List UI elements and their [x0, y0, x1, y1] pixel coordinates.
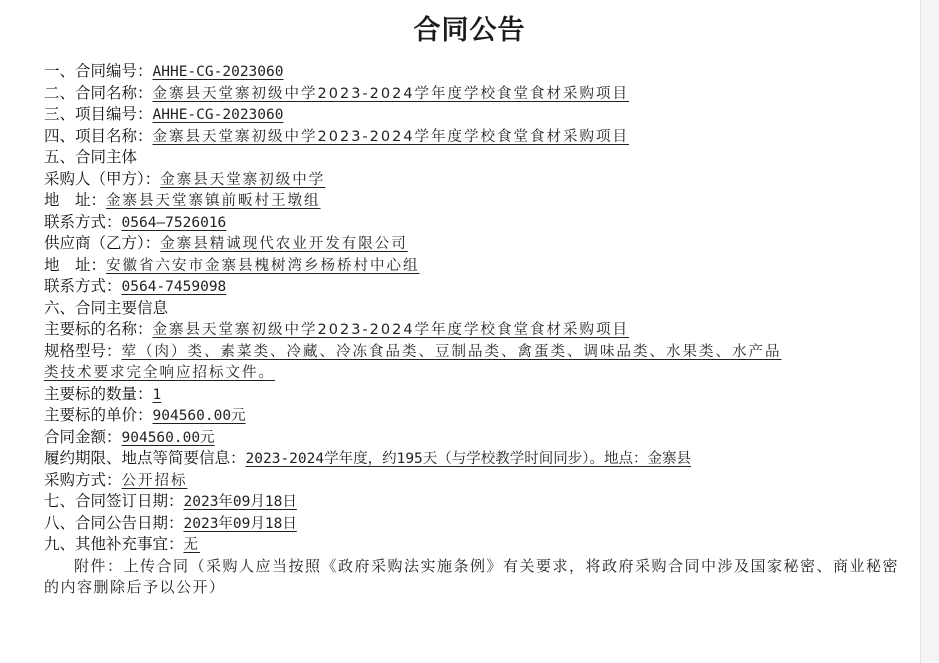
supplier-contact-label: 联系方式：: [44, 277, 122, 295]
buyer-contact-value: 0564—7526016: [121, 214, 227, 231]
period-label: 履约期限、地点等简要信息：: [44, 449, 246, 467]
contract-name-value: 金寨县天堂寨初级中学2023-2024学年度学校食堂食材采购项目: [152, 85, 630, 102]
attachment-note: 附件：上传合同（采购人应当按照《政府采购法实施条例》有关要求，将政府采购合同中涉及国家秘密、商业秘密的内容删除后予以公开）: [44, 556, 900, 596]
project-no-row: [44, 104, 900, 126]
supplier-value: 金寨县精诚现代农业开发有限公司: [160, 236, 408, 252]
buyer-label: 采购人（甲方）：: [44, 169, 161, 188]
sign-date-label: 七、合同签订日期：: [44, 492, 184, 510]
spec-label: 规格型号：: [44, 341, 122, 360]
project-name-row: [44, 126, 900, 148]
page-title: 合同公告: [413, 15, 526, 46]
notice-date-value: 2023年09月18日: [183, 515, 297, 532]
supplier-row: [44, 233, 900, 255]
quantity-value: 1: [152, 386, 162, 403]
spec-row: [44, 341, 900, 363]
amount-row: [44, 427, 900, 449]
amount-label: 合同金额：: [44, 427, 122, 446]
contract-name-row: [44, 83, 900, 105]
supplier-address-row: [44, 255, 900, 277]
period-value: 2023-2024学年度，约195天（与学校教学时间同步）。地点：金寨县: [245, 451, 692, 467]
subject-name-row: [44, 319, 900, 341]
supplier-label: 供应商（乙方）：: [44, 234, 161, 252]
period-row: [44, 448, 900, 470]
buyer-row: [44, 169, 900, 191]
quantity-row: [44, 384, 900, 406]
subject-name-value: 金寨县天堂寨初级中学2023-2024学年度学校食堂食材采购项目: [152, 322, 630, 338]
unit-price-row: [44, 405, 900, 427]
project-name-label: 四、项目名称：: [44, 126, 153, 145]
other-row: [44, 534, 900, 556]
sign-date-row: [44, 491, 900, 513]
project-no-label: 三、项目编号：: [44, 105, 153, 123]
method-row: [44, 470, 900, 492]
buyer-contact-label: 联系方式：: [44, 212, 122, 231]
scrollbar-track[interactable]: [920, 0, 939, 663]
other-value: 无: [183, 537, 201, 553]
method-value: 公开招标: [121, 472, 188, 489]
spec-value-part2: 类技术要求完全响应招标文件。: [44, 365, 275, 381]
spec-row-continued: [44, 362, 900, 384]
contract-no-value: AHHE-CG-2023060: [152, 64, 284, 80]
buyer-contact-row: [44, 212, 900, 234]
buyer-address-row: [44, 190, 900, 212]
supplier-address-value: 安徽省六安市金寨县槐树湾乡杨桥村中心组: [106, 257, 420, 274]
subject-name-label: 主要标的名称：: [44, 320, 153, 338]
notice-date-label: 八、合同公告日期：: [44, 513, 184, 532]
notice-date-row: [44, 513, 900, 535]
supplier-address-label: 地 址：: [44, 255, 107, 274]
buyer-value: 金寨县天堂寨初级中学: [160, 171, 326, 188]
project-name-value: 金寨县天堂寨初级中学2023-2024学年度学校食堂食材采购项目: [152, 128, 630, 145]
buyer-address-value: 金寨县天堂寨镇前畈村王墩组: [106, 193, 321, 209]
contract-name-label: 二、合同名称：: [44, 83, 153, 102]
announcement-body: [44, 61, 900, 599]
project-no-value: AHHE-CG-2023060: [152, 107, 284, 123]
buyer-address-label: 地 址：: [44, 191, 107, 209]
quantity-label: 主要标的数量：: [44, 384, 153, 403]
supplier-contact-value: 0564-7459098: [121, 279, 227, 295]
method-label: 采购方式：: [44, 470, 122, 489]
other-label: 九、其他补充事宜：: [44, 535, 184, 553]
contract-no-row: [44, 61, 900, 83]
amount-value: 904560.00元: [121, 429, 215, 446]
spec-value-part1: 荤（肉）类、素菜类、冷藏、冷冻食品类、豆制品类、禽蛋类、调味品类、水果类、水产品: [121, 343, 782, 360]
supplier-contact-row: [44, 276, 900, 298]
main-info-heading: 六、合同主要信息: [44, 298, 169, 317]
unit-price-label: 主要标的单价：: [44, 406, 153, 424]
sign-date-value: 2023年09月18日: [183, 494, 297, 510]
unit-price-value: 904560.00元: [152, 408, 246, 424]
parties-heading: 五、合同主体: [44, 148, 138, 166]
contract-no-label: 一、合同编号：: [44, 62, 153, 80]
